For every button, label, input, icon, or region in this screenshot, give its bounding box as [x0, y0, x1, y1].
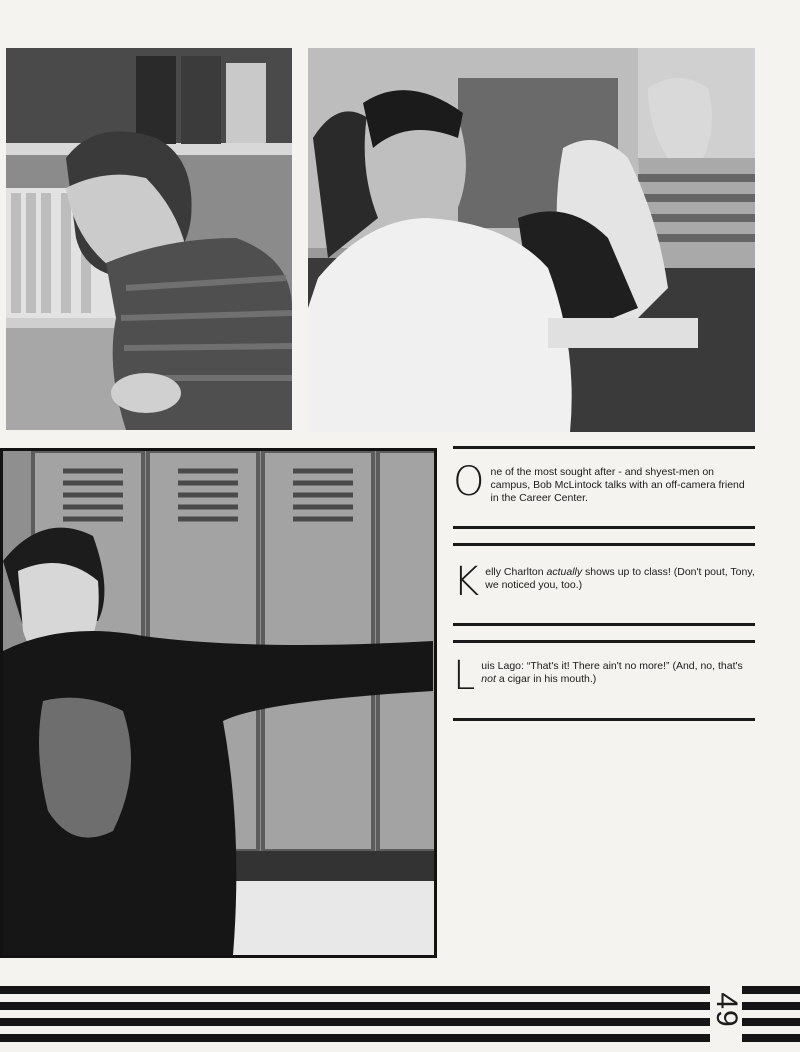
caption-rule	[453, 640, 755, 643]
footer-stripe	[0, 986, 710, 994]
footer-stripe	[742, 1034, 800, 1042]
caption-text: a cigar in his mouth.)	[495, 673, 597, 685]
caption-text: elly Charlton	[485, 566, 547, 578]
drop-cap: O	[453, 459, 485, 505]
caption-rule	[453, 446, 755, 449]
caption-rule	[453, 718, 755, 721]
caption-luis-lago	[453, 653, 755, 699]
photo-student-career-center-image	[6, 48, 292, 430]
caption-text: uis Lago: “That's it! There ain't no more!” (And, no, that's	[481, 660, 743, 672]
caption-rule	[453, 543, 755, 546]
caption-emphasis: actually	[546, 566, 583, 578]
photo-student-career-center	[6, 48, 292, 430]
footer-stripe	[0, 1002, 710, 1010]
page-number: 49	[710, 992, 743, 1028]
photo-classroom-students	[308, 48, 755, 432]
photo-student-lockers	[0, 448, 437, 958]
photo-student-lockers-image	[3, 451, 434, 955]
caption-rule	[453, 623, 755, 626]
photo-classroom-students-image	[308, 48, 755, 432]
footer-stripe	[0, 1034, 710, 1042]
drop-cap: L	[453, 653, 476, 699]
caption-rule	[453, 526, 755, 529]
caption-bob-mclintock	[453, 459, 755, 505]
caption-emphasis: not	[481, 673, 496, 685]
caption-text: shows up to class! (Don't pout, Tony, we noticed you, too.)	[485, 566, 755, 591]
caption-kelly-charlton	[453, 559, 755, 605]
footer-stripe	[0, 1018, 710, 1026]
caption-text: ne of the most sought after - and shyest-men on campus, Bob McLintock talks with an off-camera friend in the Career Center.	[490, 466, 745, 504]
drop-cap: K	[453, 559, 480, 605]
footer-stripes	[0, 982, 800, 1042]
